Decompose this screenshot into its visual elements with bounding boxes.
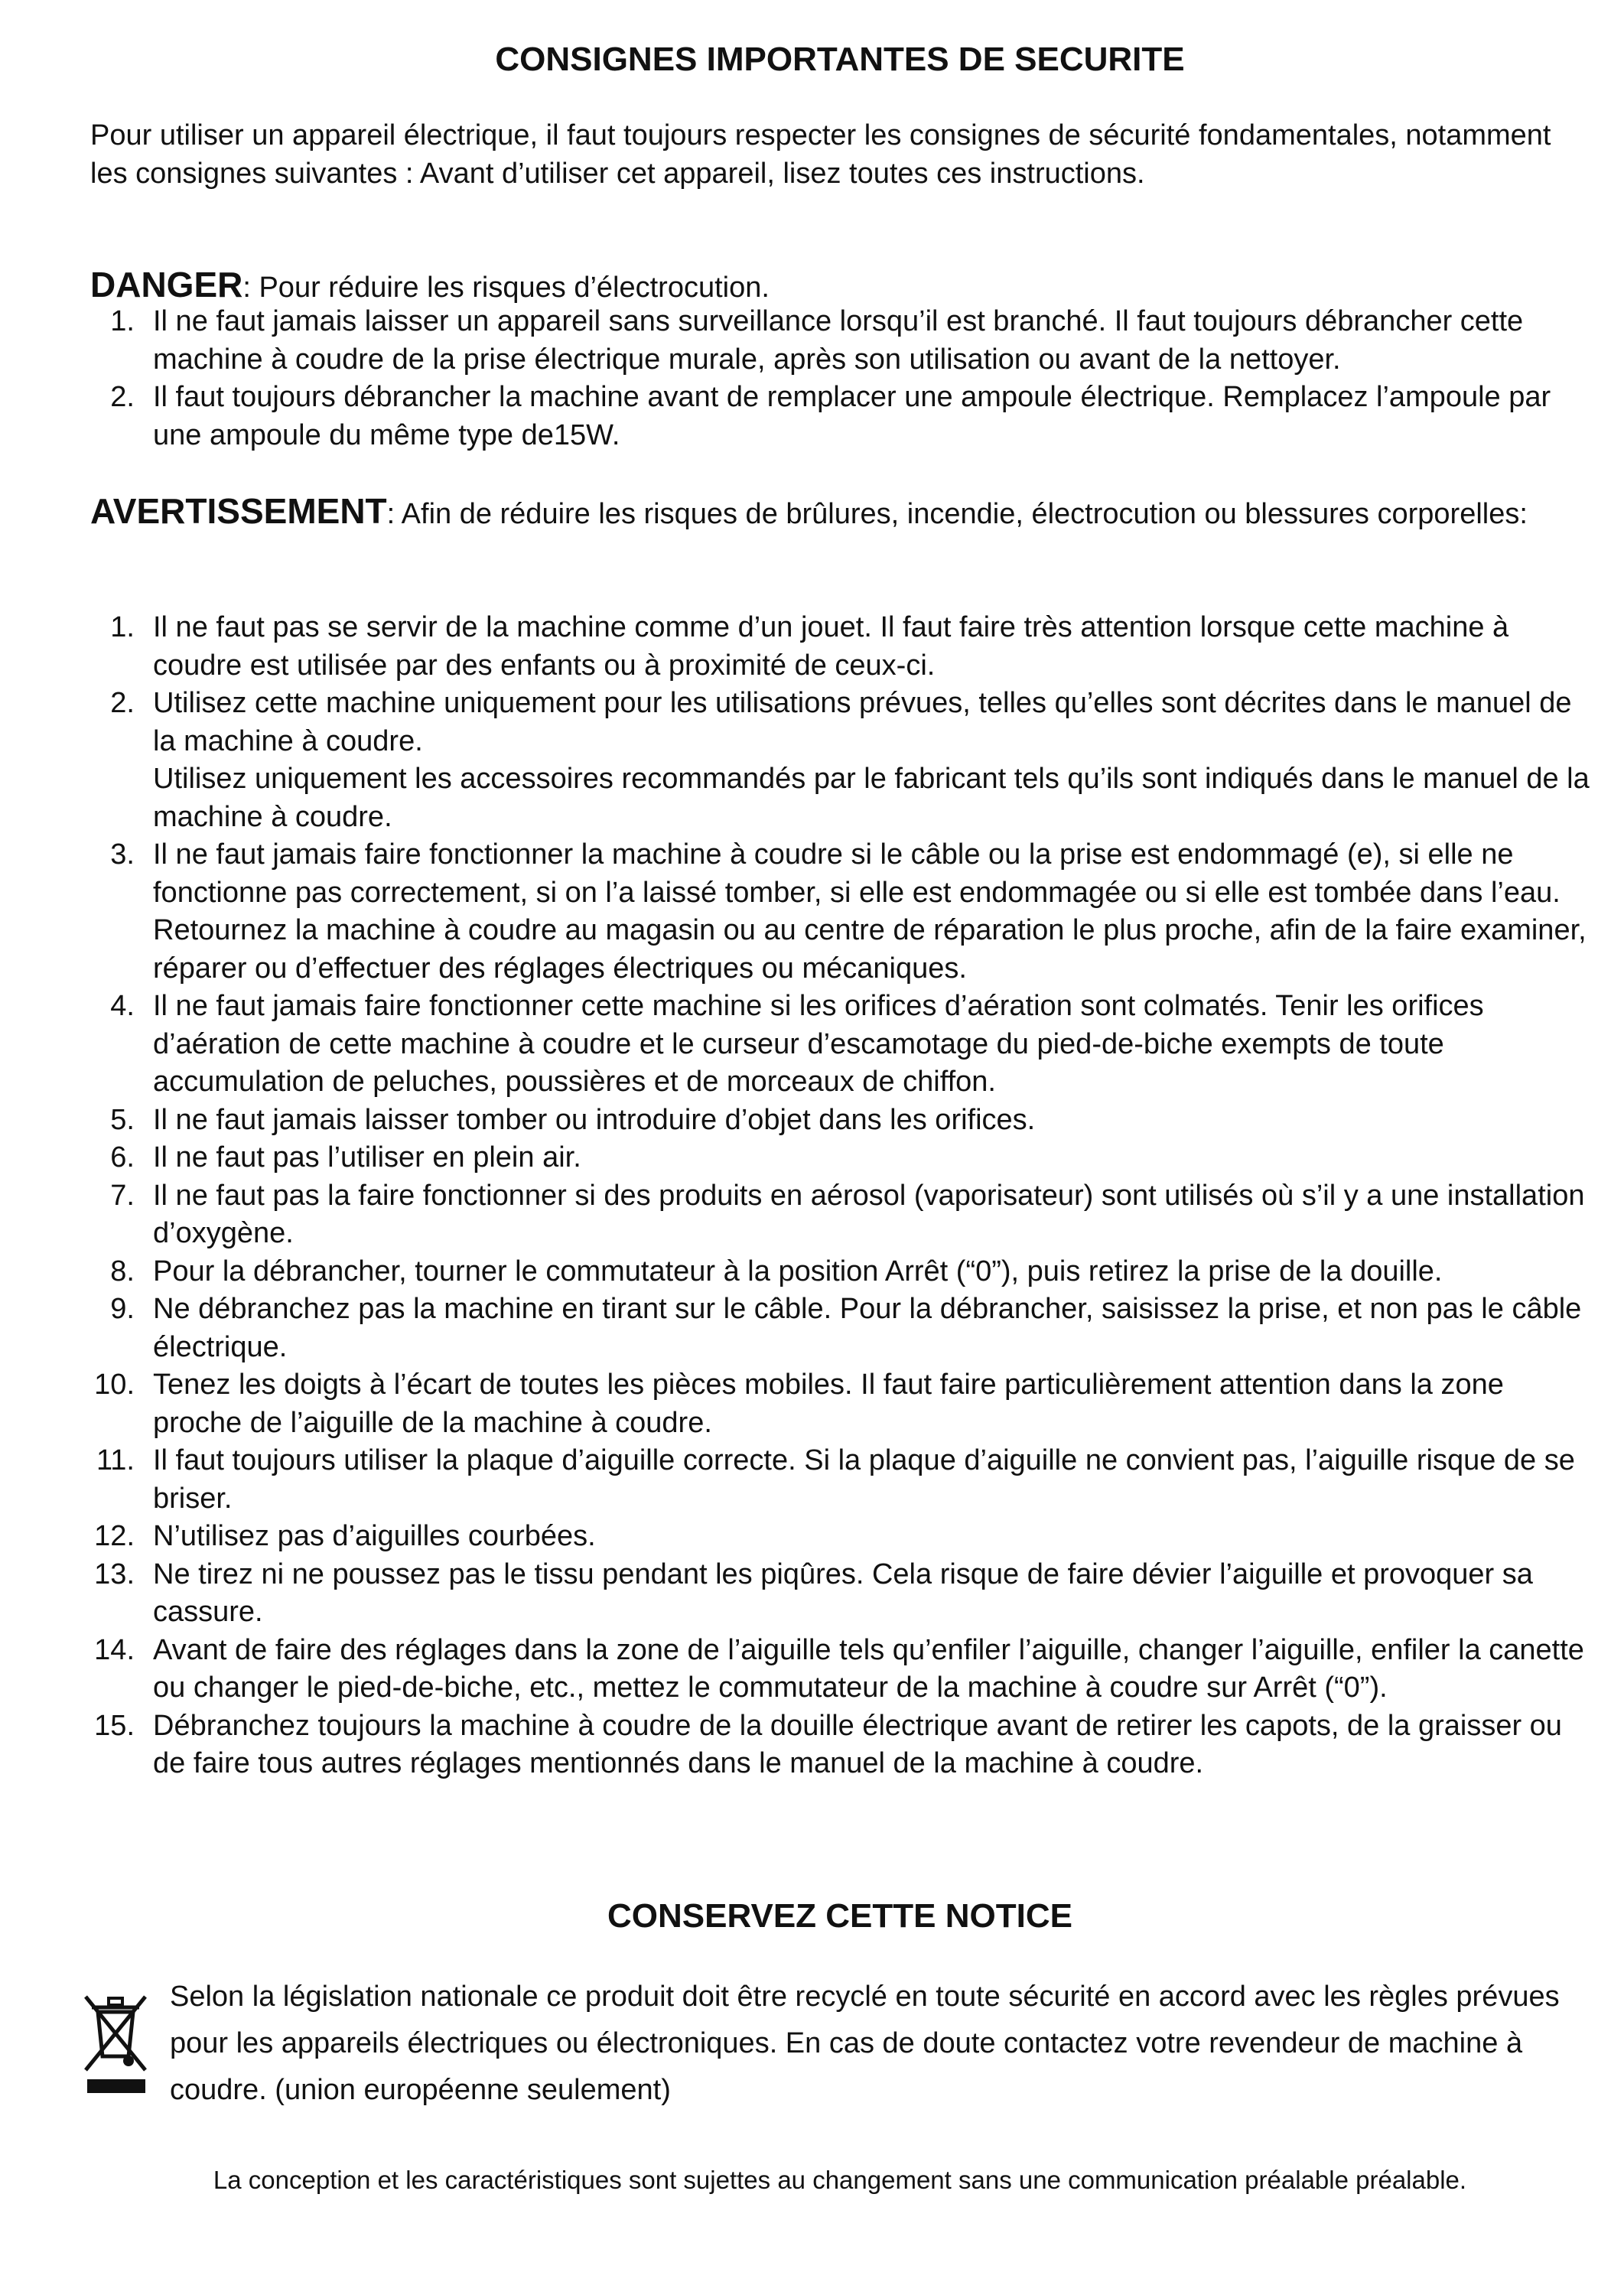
list-item [90, 1291, 1590, 1366]
footnote: La conception et les caractéristiques sont sujettes au changement sans une communication préalable préalable. [213, 2166, 1467, 2194]
list-item-text: Débranchez toujours la machine à coudre de la douille électrique avant de retirer les capots, de la graisser ou de faire tous autres réglages mentionnés dans le manuel de la machine à coudre. [153, 1709, 1562, 1779]
list-item-number: 12. [94, 1520, 135, 1552]
list-item [90, 1102, 1590, 1140]
list-item-number: 1. [110, 611, 135, 643]
list-item-number: 11. [96, 1444, 135, 1476]
list-item [90, 988, 1590, 1102]
warning-text: : Afin de réduire les risques de brûlures, incendie, électrocution ou blessures corporelles: [386, 498, 1528, 530]
list-item [90, 685, 1590, 836]
list-item-text: Ne tirez ni ne poussez pas le tissu pendant les piqûres. Cela risque de faire dévier l’aiguille et provoquer sa cassure. [153, 1558, 1533, 1628]
warning-keyword: AVERTISSEMENT [90, 491, 387, 531]
intro-paragraph: Pour utiliser un appareil électrique, il faut toujours respecter les consignes de sécurité fondamentales, notamment les consignes suivantes : Avant d’utiliser cet appareil, lisez toutes ces instructions. [90, 119, 1551, 190]
list-item-number: 7. [110, 1179, 135, 1212]
list-item [90, 1139, 1590, 1177]
list-item-number: 8. [110, 1255, 135, 1287]
list-item-text: Il ne faut pas la faire fonctionner si des produits en aérosol (vaporisateur) sont utilisés où s’il y a une installation d’oxygène. [153, 1179, 1585, 1249]
list-item [90, 1707, 1590, 1783]
list-item-text: N’utilisez pas d’aiguilles courbées. [153, 1520, 596, 1552]
list-item-text: Utilisez uniquement les accessoires recommandés par le fabricant tels qu’ils sont indiqués dans le manuel de la machine à coudre. [153, 763, 1590, 833]
list-item-text: Ne débranchez pas la machine en tirant sur le câble. Pour la débrancher, saisissez la prise, et non pas le câble électrique. [153, 1293, 1582, 1363]
list-item [90, 1556, 1590, 1632]
conserve-title: CONSERVEZ CETTE NOTICE [607, 1897, 1072, 1935]
list-item-number: 9. [110, 1293, 135, 1325]
list-item-text: Il ne faut jamais faire fonctionner cette machine si les orifices d’aération sont colmatés. Tenir les orifices d’aération de cette machine à coudre et le curseur d’escamotage du pied-de-biche exempts de toute accumulation de peluches, poussières et de morceaux de chiffon. [153, 990, 1484, 1098]
list-item-text: Pour la débrancher, tourner le commutateur à la position Arrêt (“0”), puis retirez la prise de la douille. [153, 1255, 1443, 1287]
list-item-number: 3. [110, 838, 135, 871]
list-item-text: Retournez la machine à coudre au magasin ou au centre de réparation le plus proche, afin de la faire examiner, réparer ou d’effectuer des réglages électriques ou mécaniques. [153, 914, 1587, 985]
page-title: CONSIGNES IMPORTANTES DE SECURITE [495, 41, 1185, 78]
danger-text: : Pour réduire les risques d’électrocution. [242, 272, 770, 304]
danger-list [90, 303, 1590, 454]
list-item [90, 1518, 1590, 1556]
list-item-number: 2. [110, 687, 135, 719]
list-item [90, 836, 1590, 988]
warning-list [90, 609, 1590, 1783]
list-item-number: 5. [110, 1103, 135, 1136]
list-item [90, 1442, 1590, 1518]
list-item-number: 6. [110, 1141, 135, 1174]
list-item-number: 13. [94, 1558, 135, 1590]
list-item-number: 1. [110, 305, 135, 337]
list-item-text: Il ne faut jamais faire fonctionner la machine à coudre si le câble ou la prise est endommagé (e), si elle ne fonctionne pas correctement, si on l’a laissé tomber, si elle est endommagée ou si elle est tombée dans l’eau. [153, 838, 1561, 909]
list-item-text: Tenez les doigts à l’écart de toutes les pièces mobiles. Il faut faire particulièrement attention dans la zone proche de l’aiguille de la machine à coudre. [153, 1369, 1504, 1439]
list-item-text: Utilisez cette machine uniquement pour les utilisations prévues, telles qu’elles sont décrites dans le manuel de la machine à coudre. [153, 687, 1572, 757]
list-item [90, 1632, 1590, 1707]
list-item [90, 1253, 1590, 1291]
list-item-number: 14. [94, 1633, 135, 1666]
list-item-text: Avant de faire des réglages dans la zone de l’aiguille tels qu’enfiler l’aiguille, changer l’aiguille, enfiler la canette ou changer le pied-de-biche, etc., mettez le commutateur de la machine à coudre sur Arrêt (“0”). [153, 1633, 1584, 1704]
list-item [90, 379, 1590, 454]
list-item-text: Il ne faut pas se servir de la machine comme d’un jouet. Il faut faire très attention lorsque cette machine à coudre est utilisée par des enfants ou à proximité de ceux-ci. [153, 611, 1509, 682]
danger-heading [90, 265, 1590, 307]
list-item [90, 303, 1590, 379]
list-item-text: Il faut toujours débrancher la machine avant de remplacer une ampoule électrique. Remplacez l’ampoule par une ampoule du même type de15W. [153, 381, 1551, 451]
list-item-text: Il ne faut pas l’utiliser en plein air. [153, 1141, 581, 1174]
recycling-text: Selon la législation nationale ce produit doit être recyclé en toute sécurité en accord avec les règles prévues pour les appareils électriques ou électroniques. En cas de doute contactez votre revendeur de machine à coudre. (union européenne seulement) [170, 1981, 1560, 2106]
weee-crossed-bin-icon [81, 1981, 150, 2096]
list-item-number: 4. [110, 990, 135, 1022]
list-item-number: 2. [110, 381, 135, 413]
list-item-text: Il ne faut jamais laisser tomber ou introduire d’objet dans les orifices. [153, 1103, 1036, 1136]
list-item [90, 1366, 1590, 1442]
list-item-text: Il faut toujours utiliser la plaque d’aiguille correcte. Si la plaque d’aiguille ne convient pas, l’aiguille risque de se briser. [153, 1444, 1575, 1515]
warning-heading [90, 492, 1590, 533]
list-item-text: Il ne faut jamais laisser un appareil sans surveillance lorsqu’il est branché. Il faut toujours débrancher cette machine à coudre de la prise électrique murale, après son utilisation ou avant de la nettoyer. [153, 305, 1524, 376]
list-item [90, 1177, 1590, 1253]
list-item-number: 15. [94, 1709, 135, 1742]
list-item [90, 609, 1590, 685]
list-item-number: 10. [94, 1369, 135, 1401]
danger-keyword: DANGER [90, 265, 243, 304]
